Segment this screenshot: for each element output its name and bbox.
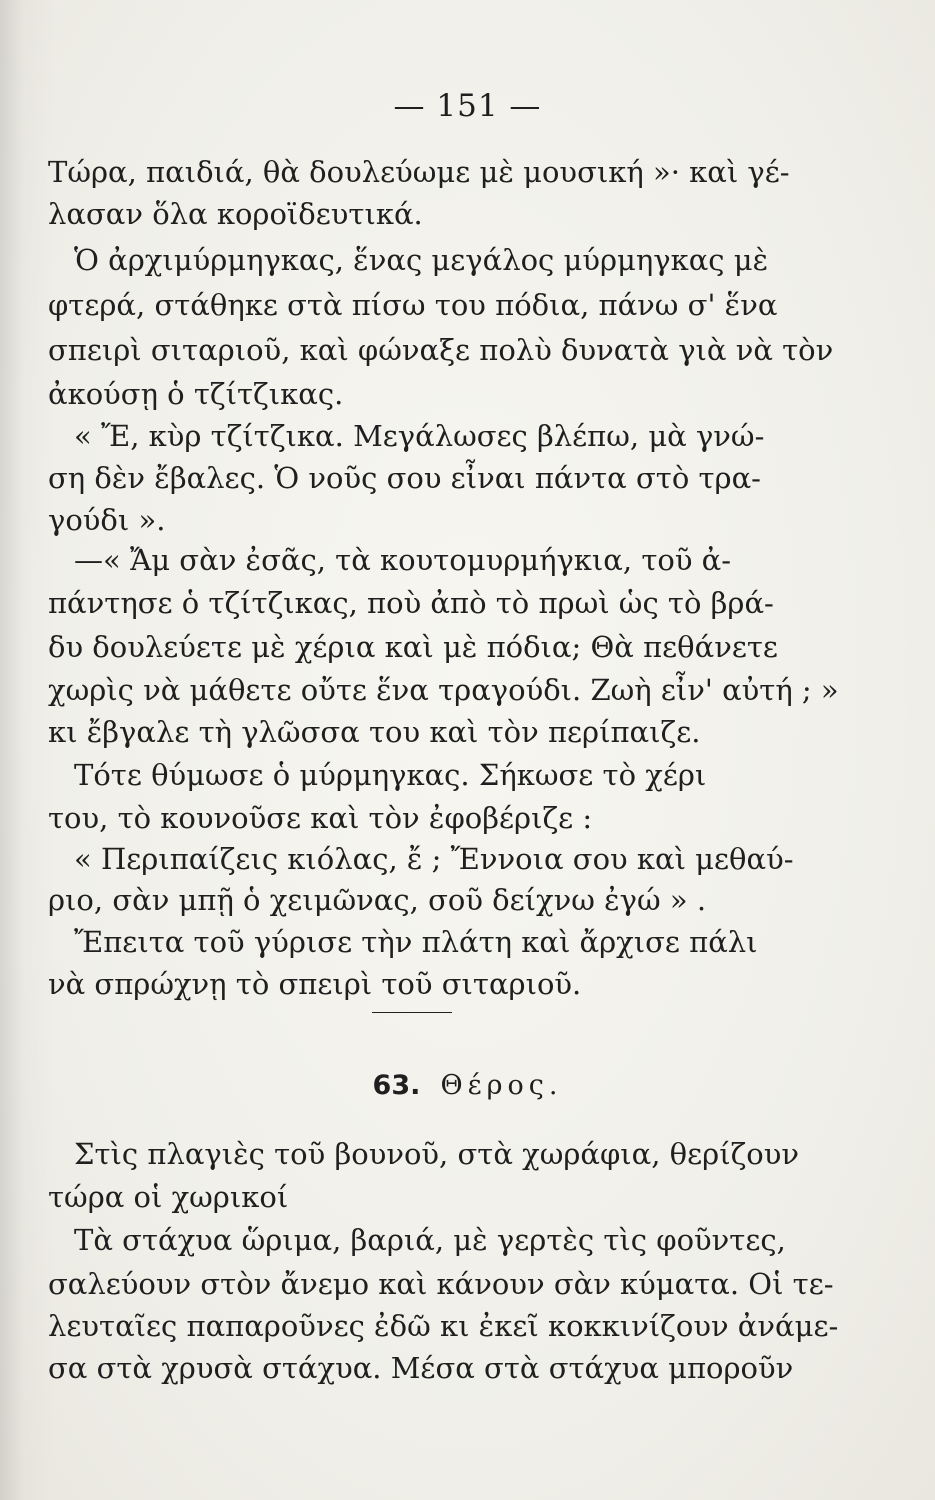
text-line: ση δὲν ἔβαλες. Ὁ νοῦς σου εἶναι πάντα στὸ τρα-	[48, 461, 761, 495]
text-line: δυ δουλεύετε μὲ χέρια καὶ μὲ πόδια; Θὰ πεθάνετε	[48, 630, 778, 664]
text-line: Ὁ ἀρχιμύρμηγκας, ἕνας μεγάλος μύρμηγκας μὲ	[74, 243, 769, 277]
text-line: ριο, σὰν μπῇ ὁ χειμῶνας, σοῦ δείχνω ἐγώ » .	[48, 883, 707, 917]
text-line: σπειρὶ σιταριοῦ, καὶ φώναξε πολὺ δυνατὰ γιὰ νὰ τὸν	[48, 333, 834, 367]
text-line: « Ἔ, κὺρ τζίτζικα. Μεγάλωσες βλέπω, μὰ γνώ-	[74, 419, 765, 453]
page-number: — 151 —	[393, 88, 542, 124]
text-line: Ἔπειτα τοῦ γύρισε τὴν πλάτη καὶ ἄρχισε πάλι	[74, 925, 758, 959]
text-line: πάντησε ὁ τζίτζικας, ποὺ ἀπὸ τὸ πρωὶ ὡς τὸ βρά-	[48, 586, 774, 620]
text-line: τώρα οἱ χωρικοί	[48, 1180, 289, 1214]
section-text	[48, 1137, 839, 1390]
text-line: Τώρα, παιδιά, θὰ δουλεύωμε μὲ μουσική »· καὶ γέ-	[48, 155, 790, 189]
text-line: φτερά, στάθηκε στὰ πίσω του πόδια, πάνω σ' ἕνα	[48, 288, 778, 322]
section-divider	[372, 1012, 452, 1013]
section-number: 63.	[372, 1070, 421, 1101]
story-text	[48, 155, 839, 1001]
text-line: ἀκούσῃ ὁ τζίτζικας.	[48, 377, 344, 411]
text-line: Τὰ στάχυα ὥριμα, βαριά, μὲ γερτὲς τὶς φοῦντες,	[74, 1223, 786, 1257]
text-line: νὰ σπρώχνῃ τὸ σπειρὶ τοῦ σιταριοῦ.	[48, 967, 582, 1001]
section-title: Θέρος.	[440, 1070, 563, 1101]
text-line: γούδι ».	[48, 503, 166, 537]
text-line: Τότε θύμωσε ὁ μύρμηγκας. Σήκωσε τὸ χέρι	[74, 758, 707, 792]
text-line: —« Ἄμ σὰν ἐσᾶς, τὰ κουτομυρμήγκια, τοῦ ἀ-	[74, 543, 732, 577]
section-heading	[0, 1070, 935, 1101]
text-line: σαλεύουν στὸν ἄνεμο καὶ κάνουν σὰν κύματα. Οἱ τε-	[48, 1267, 834, 1301]
text-line: του, τὸ κουνοῦσε καὶ τὸν ἐφοβέριζε :	[48, 801, 593, 835]
text-line: « Περιπαίζεις κιόλας, ἔ ; Ἔννοια σου καὶ μεθαύ-	[74, 842, 794, 876]
text-line: χωρὶς νὰ μάθετε οὔτε ἕνα τραγούδι. Ζωὴ εἶν' αὐτή ; »	[48, 673, 839, 707]
text-line: λασαν ὅλα κοροϊδευτικά.	[48, 197, 423, 231]
text-line: λευταῖες παπαροῦνες ἐδῶ κι ἐκεῖ κοκκινίζουν ἀνάμε-	[48, 1309, 839, 1343]
text-line: Στὶς πλαγιὲς τοῦ βουνοῦ, στὰ χωράφια, θερίζουν	[74, 1137, 800, 1171]
text-line: σα στὰ χρυσὰ στάχυα. Μέσα στὰ στάχυα μποροῦν	[48, 1351, 794, 1385]
text-line: κι ἔβγαλε τὴ γλῶσσα του καὶ τὸν περίπαιζε.	[48, 715, 701, 749]
